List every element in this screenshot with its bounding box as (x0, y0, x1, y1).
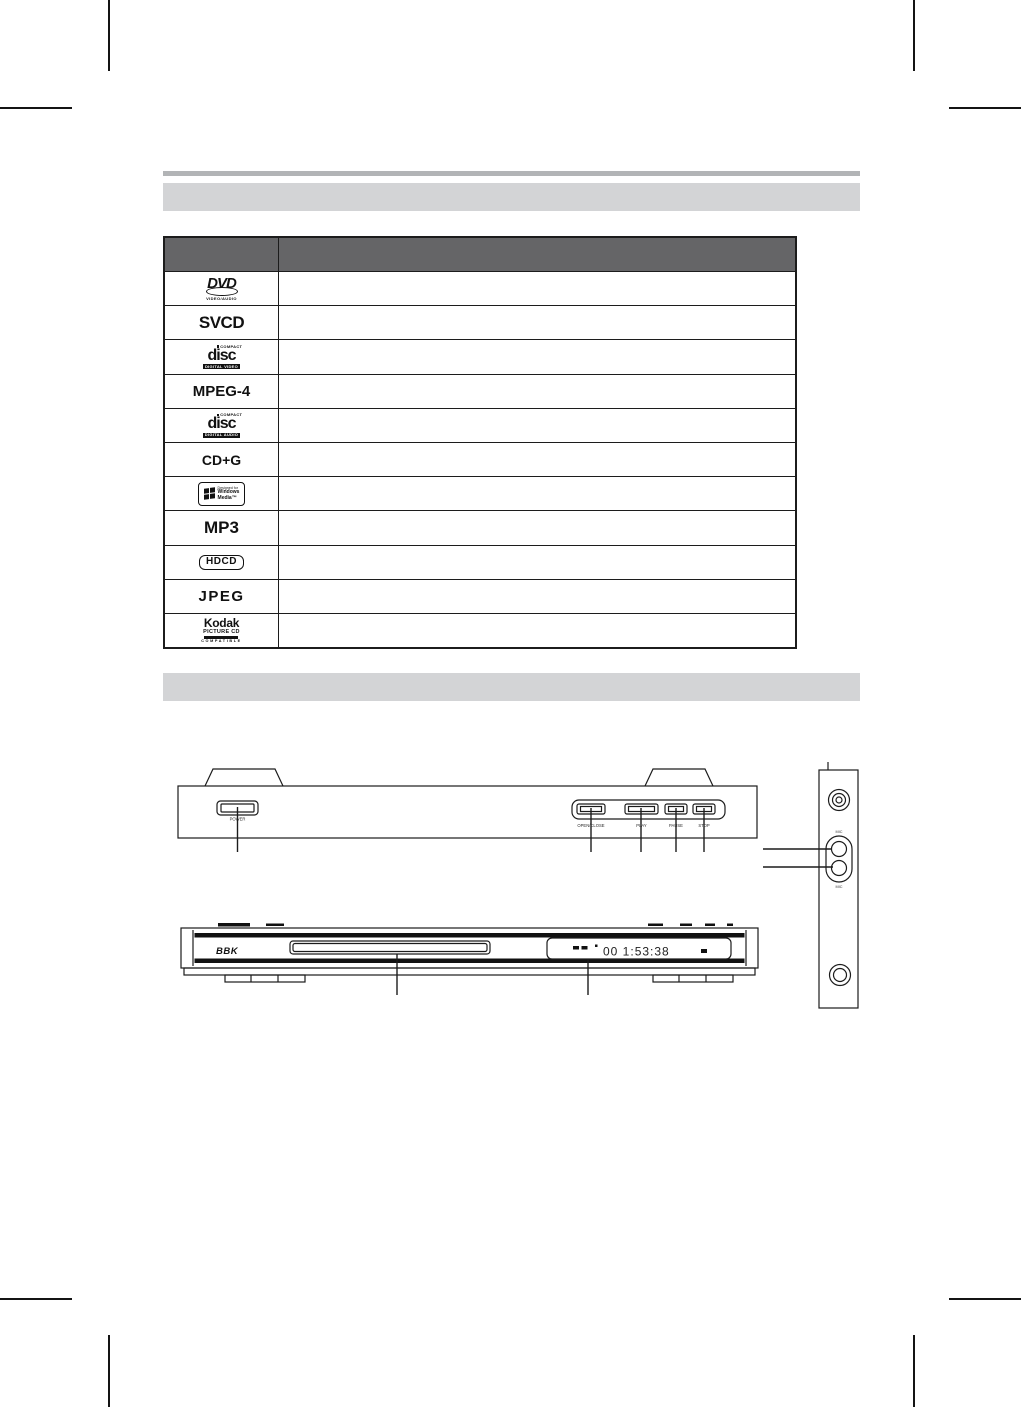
hdcd-logo: HDCD (199, 555, 244, 570)
table-row (165, 339, 795, 373)
description-cell (279, 375, 795, 408)
power-label: POWER (229, 816, 246, 822)
crop-mark-bottom-left-horizontal (0, 1298, 72, 1300)
table-row (165, 510, 795, 544)
table-row (165, 374, 795, 408)
crop-mark-bottom-right-vertical (913, 1335, 915, 1407)
description-cell (279, 511, 795, 544)
description-cell (279, 340, 795, 373)
description-cell (279, 477, 795, 510)
description-cell (279, 443, 795, 476)
table-row (165, 579, 795, 613)
left-hinge-shape (205, 769, 283, 786)
open-close-label: OPEN/CLOSE (577, 823, 605, 828)
pause-label: PAUSE (669, 823, 683, 828)
windows-media-logo: Designed for Windows Media™ (198, 482, 246, 506)
side-view-diagram (763, 762, 858, 1008)
mic-jack-top-label: MIC (835, 830, 843, 834)
display-readout: 00 1:53:38 (603, 944, 670, 959)
table-row (165, 271, 795, 305)
compact-disc-digital-audio-logo: COMPACT disc DIGITAL AUDIO (204, 412, 243, 438)
play-label: PLAY (636, 823, 647, 828)
description-cell (279, 614, 795, 647)
brand-logo: BBK (216, 946, 239, 957)
table-row (165, 613, 795, 647)
dvd-video-audio-logo: DVD VIDEO/AUDIO (206, 274, 237, 302)
description-cell (279, 580, 795, 613)
front-top-stripe (195, 933, 745, 938)
section-header-device (163, 673, 860, 701)
section-divider-bar (163, 171, 860, 176)
mp3-logo: MP3 (204, 518, 239, 538)
description-cell (279, 272, 795, 305)
right-hinge-shape (645, 769, 713, 786)
format-table (163, 236, 797, 649)
mic-jack-bottom-label: MIC (835, 885, 843, 889)
table-row (165, 408, 795, 442)
section-header-formats (163, 183, 860, 211)
svcd-logo: SVCD (198, 313, 245, 333)
crop-mark-top-left-horizontal (0, 107, 72, 109)
compact-disc-digital-video-logo: COMPACT disc DIGITAL VIDEO (204, 343, 243, 369)
header-format-cell (165, 238, 279, 271)
crop-mark-top-right-vertical (913, 0, 915, 71)
top-vent-marks (218, 923, 733, 927)
table-row (165, 305, 795, 339)
base-strip (184, 968, 755, 975)
table-row (165, 545, 795, 579)
crop-mark-top-left-vertical (108, 0, 110, 71)
table-header-row (165, 238, 795, 271)
cd-plus-g-logo: CD+G (201, 451, 242, 468)
header-description-cell (279, 238, 795, 271)
dvd-ellipse-icon (206, 287, 238, 296)
description-cell (279, 306, 795, 339)
description-cell (279, 409, 795, 442)
jpeg-logo: JPEG (198, 587, 245, 605)
crop-mark-bottom-right-horizontal (949, 1298, 1021, 1300)
front-view-diagram (181, 923, 758, 995)
table-row (165, 442, 795, 476)
kodak-picture-cd-logo: Kodak PICTURE CD COMPATIBLE (201, 616, 242, 643)
description-cell (279, 546, 795, 579)
stop-label: STOP (698, 823, 710, 828)
table-row (165, 476, 795, 510)
left-foot (225, 975, 305, 982)
side-panel-outline (819, 770, 858, 1008)
crop-mark-top-right-horizontal (949, 107, 1021, 109)
windows-flag-icon (204, 487, 215, 500)
device-diagrams (160, 755, 870, 1020)
mpeg4-logo: MPEG-4 (192, 382, 251, 400)
top-view-diagram (178, 769, 757, 852)
crop-mark-bottom-left-vertical (108, 1335, 110, 1407)
right-foot (653, 975, 733, 982)
